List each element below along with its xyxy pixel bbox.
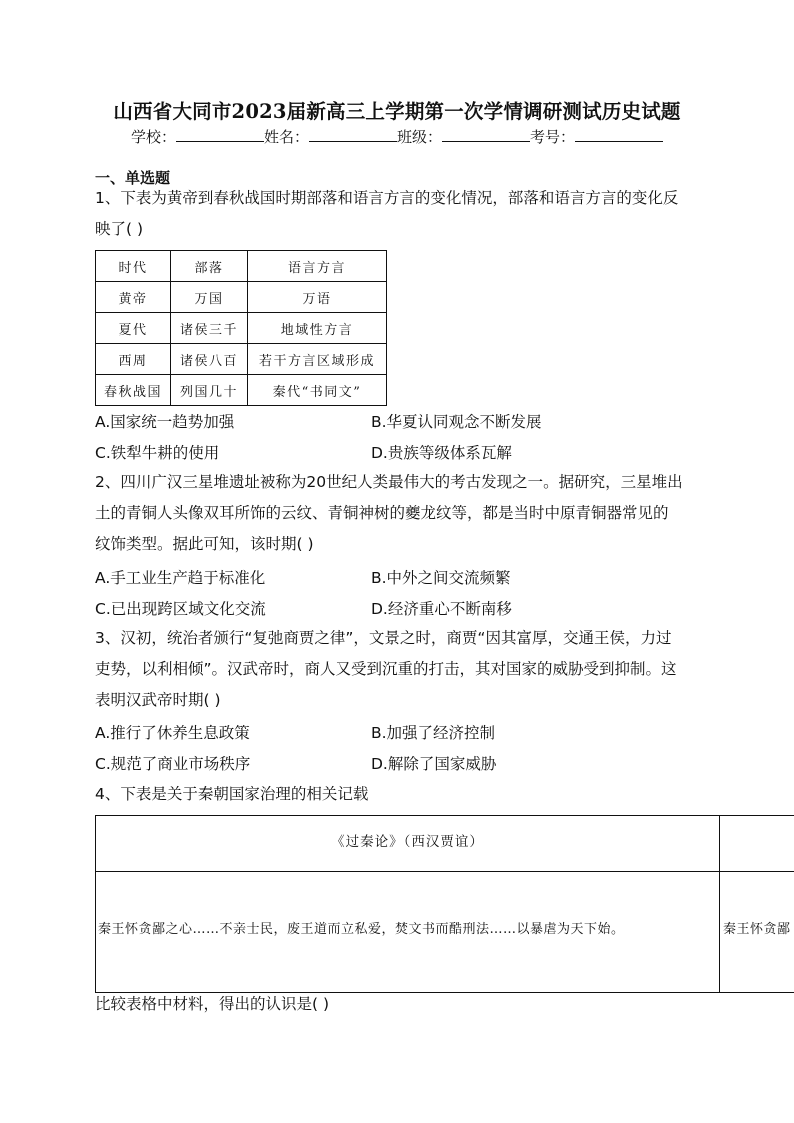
table-cell: 西周 bbox=[96, 344, 171, 375]
question-2-line-1: 2、四川广汉三星堆遗址被称为20世纪人类最伟大的考古发现之一。据研究，三星堆出 bbox=[95, 473, 683, 491]
table-cell: 秦王怀贪鄙之心……不亲士民，废王道而立私爱，焚文书而酷刑法……以暴虐为天下始。 bbox=[98, 922, 625, 937]
question-4-stem: 4、下表是关于秦朝国家治理的相关记载 bbox=[95, 785, 369, 803]
question-3-line-3: 表明汉武帝时期( ) bbox=[95, 691, 221, 709]
table-cell: 秦代“书同文” bbox=[248, 375, 387, 406]
table-row bbox=[96, 313, 387, 344]
table-cell: 诸侯三千 bbox=[171, 313, 248, 344]
question-2-stem bbox=[95, 467, 705, 560]
section-title: 一、单选题 bbox=[95, 169, 171, 187]
question-4-prompt: 比较表格中材料，得出的认识是( ) bbox=[95, 995, 330, 1013]
school-label: 学校： bbox=[130, 128, 176, 146]
q2-option-a[interactable]: A.手工业生产趋于标准化 bbox=[95, 569, 266, 587]
table-divider bbox=[719, 816, 720, 992]
question-1-line-1: 1、下表为黄帝到春秋战国时期部落和语言方言的变化情况，部落和语言方言的变化反 bbox=[95, 189, 679, 207]
table-row bbox=[96, 375, 387, 406]
exam-no-blank[interactable] bbox=[575, 127, 663, 142]
table-cell: 万语 bbox=[248, 282, 387, 313]
table-header-cell: 部落 bbox=[171, 251, 248, 282]
table-header-cell: 语言方言 bbox=[248, 251, 387, 282]
question-3-line-1: 3、汉初，统治者颁行“复弛商贾之律”，文景之时，商贾“因其富厚，交通王侯，力过 bbox=[95, 629, 672, 647]
table-divider bbox=[96, 871, 794, 872]
exam-title: 山西省大同市2023届新高三上学期第一次学情调研测试历史试题 bbox=[113, 100, 681, 123]
table-row bbox=[96, 344, 387, 375]
table-cell: 春秋战国 bbox=[96, 375, 171, 406]
table-cell: 诸侯八百 bbox=[171, 344, 248, 375]
question-1-line-2: 映了( ) bbox=[95, 220, 144, 238]
q3-option-c[interactable]: C.规范了商业市场秩序 bbox=[95, 755, 251, 773]
q3-option-d[interactable]: D.解除了国家威胁 bbox=[371, 755, 497, 773]
table-header-cell: 时代 bbox=[96, 251, 171, 282]
q1-option-a[interactable]: A.国家统一趋势加强 bbox=[95, 413, 235, 431]
exam-no-label: 考号： bbox=[530, 128, 576, 146]
q2-option-d[interactable]: D.经济重心不断南移 bbox=[371, 600, 512, 618]
q1-option-b[interactable]: B.华夏认同观念不断发展 bbox=[371, 413, 542, 431]
name-label: 姓名： bbox=[263, 128, 309, 146]
q1-option-c[interactable]: C.铁犁牛耕的使用 bbox=[95, 444, 220, 462]
question-1-stem bbox=[95, 183, 705, 245]
name-blank[interactable] bbox=[309, 127, 397, 142]
table-cell: 若干方言区域形成 bbox=[248, 344, 387, 375]
table-cell: 列国几十 bbox=[171, 375, 248, 406]
student-info-line bbox=[0, 126, 794, 147]
table-row bbox=[96, 282, 387, 313]
question-3-line-2: 吏势，以利相倾”。汉武帝时，商人又受到沉重的打击，其对国家的威胁受到抑制。这 bbox=[95, 660, 677, 678]
q2-option-b[interactable]: B.中外之间交流频繁 bbox=[371, 569, 511, 587]
question-3-stem bbox=[95, 623, 705, 716]
table-cell: 万国 bbox=[171, 282, 248, 313]
table-cell: 黄帝 bbox=[96, 282, 171, 313]
q3-option-b[interactable]: B.加强了经济控制 bbox=[371, 724, 496, 742]
table-header-cell: 《过秦论》（西汉贾谊） bbox=[331, 834, 484, 850]
q3-option-a[interactable]: A.推行了休养生息政策 bbox=[95, 724, 250, 742]
question-4-table bbox=[95, 815, 794, 993]
q2-option-c[interactable]: C.已出现跨区域文化交流 bbox=[95, 600, 266, 618]
class-blank[interactable] bbox=[442, 127, 530, 142]
q1-option-d[interactable]: D.贵族等级体系瓦解 bbox=[371, 444, 512, 462]
class-label: 班级： bbox=[397, 128, 443, 146]
table-cell: 夏代 bbox=[96, 313, 171, 344]
school-blank[interactable] bbox=[176, 127, 264, 142]
table-cell: 秦王怀贪鄙 bbox=[723, 922, 791, 937]
table-cell: 地域性方言 bbox=[248, 313, 387, 344]
question-2-line-2: 土的青铜人头像双耳所饰的云纹、青铜神树的夔龙纹等，都是当时中原青铜器常见的 bbox=[95, 504, 669, 522]
table-header-row bbox=[96, 251, 387, 282]
question-2-line-3: 纹饰类型。据此可知，该时期( ) bbox=[95, 535, 314, 553]
question-1-table bbox=[95, 250, 387, 406]
